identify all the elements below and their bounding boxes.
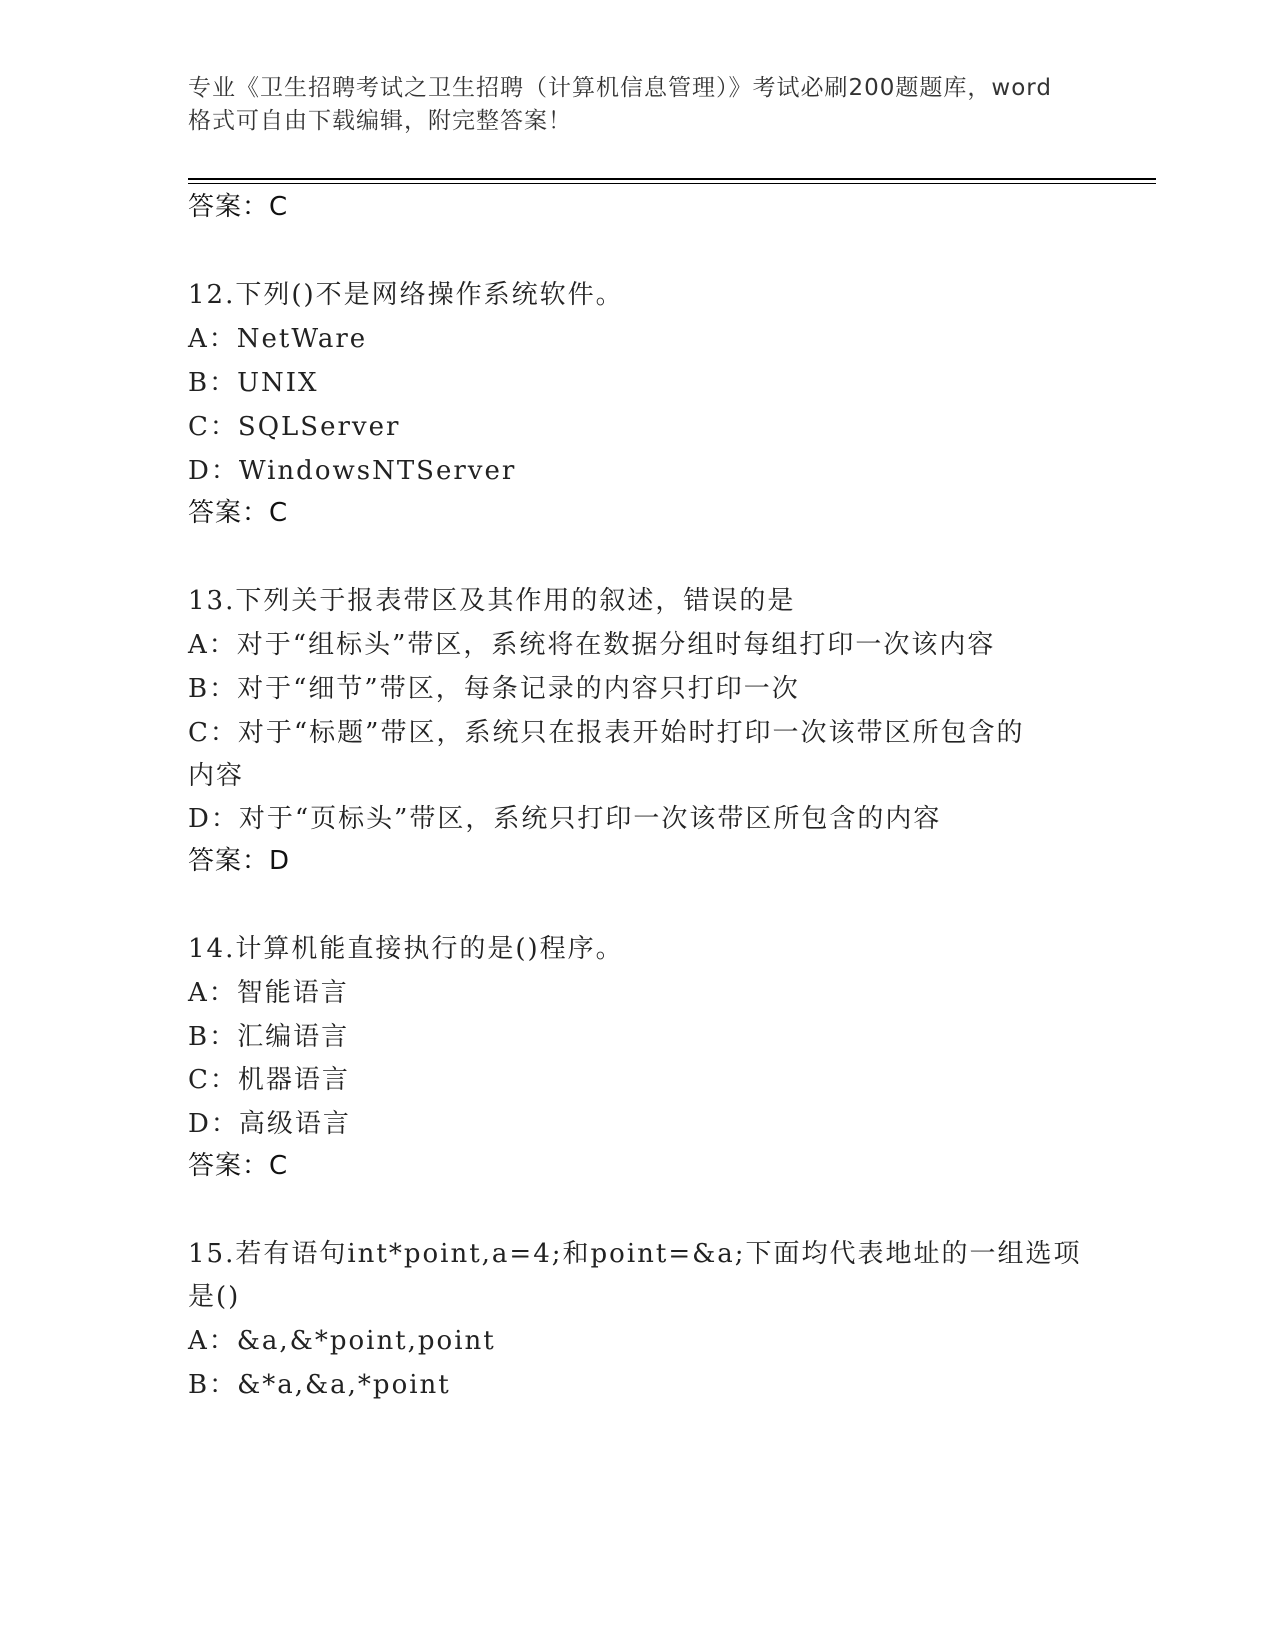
header-line-1: 专业《卫生招聘考试之卫生招聘（计算机信息管理）》考试必刷200题题库，word <box>188 75 1052 101</box>
question-13-stem: 13.下列关于报表带区及其作用的叙述，错误的是 <box>188 586 796 616</box>
question-14-option-b: B：汇编语言 <box>188 1022 350 1052</box>
question-14-stem: 14.计算机能直接执行的是()程序。 <box>188 934 624 964</box>
question-15-stem-cont: 是() <box>188 1282 241 1312</box>
question-13-option-d: D：对于“页标头”带区，系统只打印一次该带区所包含的内容 <box>188 804 942 834</box>
question-13-option-b: B：对于“细节”带区，每条记录的内容只打印一次 <box>188 674 800 704</box>
question-12-option-d: D：WindowsNTServer <box>188 456 517 486</box>
question-15-option-b: B：&*a,&a,*point <box>188 1370 451 1400</box>
answer-previous: 答案：C <box>188 192 289 222</box>
question-13-option-a: A：对于“组标头”带区，系统将在数据分组时每组打印一次该内容 <box>188 630 996 660</box>
header-line-2: 格式可自由下载编辑，附完整答案！ <box>188 108 572 134</box>
question-12-option-a: A：NetWare <box>188 324 368 354</box>
header-rule-thick <box>188 178 1156 180</box>
question-15-stem: 15.若有语句int*point,a=4;和point=&a;下面均代表地址的一组选项 <box>188 1239 1082 1269</box>
question-12-option-c: C：SQLServer <box>188 412 401 442</box>
question-13-option-c: C：对于“标题”带区，系统只在报表开始时打印一次该带区所包含的 <box>188 718 1025 748</box>
question-13-option-c-cont: 内容 <box>188 761 245 791</box>
question-14-answer: 答案：C <box>188 1151 289 1181</box>
question-12-answer: 答案：C <box>188 498 289 528</box>
question-12-stem: 12.下列()不是网络操作系统软件。 <box>188 280 624 310</box>
question-12-option-b: B：UNIX <box>188 368 319 398</box>
question-14-option-d: D：高级语言 <box>188 1109 351 1139</box>
question-13-answer: 答案：D <box>188 846 291 876</box>
question-14-option-a: A：智能语言 <box>188 978 349 1008</box>
question-14-option-c: C：机器语言 <box>188 1065 350 1095</box>
question-15-option-a: A：&a,&*point,point <box>188 1326 496 1356</box>
header-rule-thin <box>188 183 1156 184</box>
document-header <box>188 72 1088 138</box>
